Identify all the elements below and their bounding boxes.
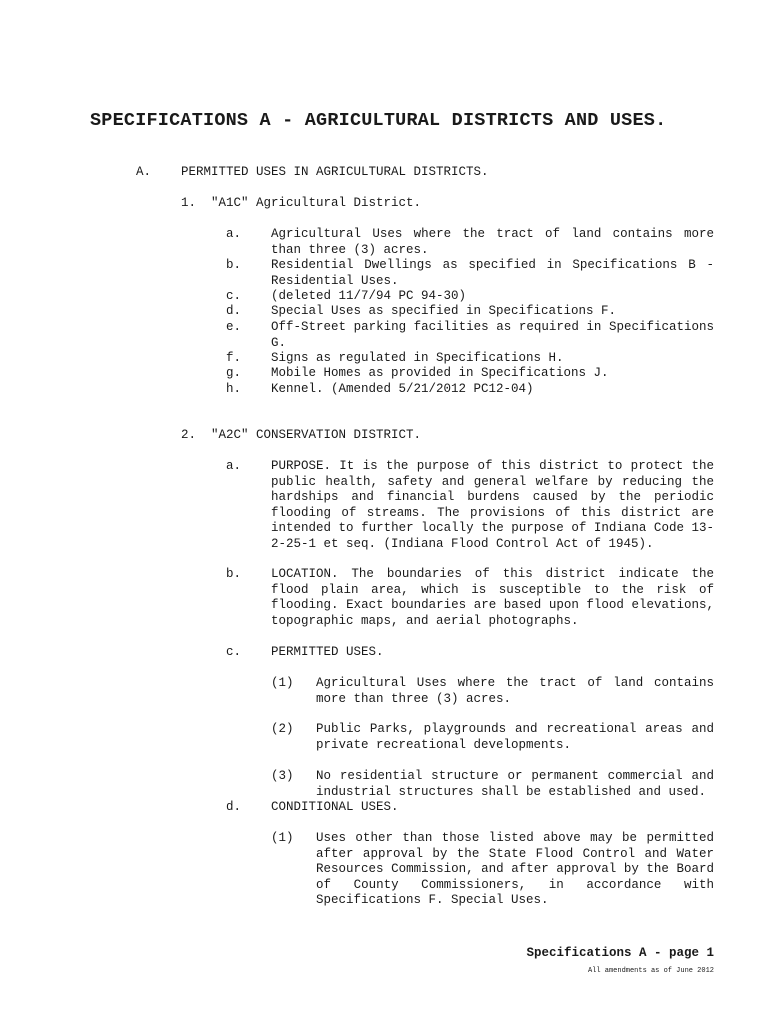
- list-item-text: Mobile Homes as provided in Specifications J.: [271, 366, 609, 380]
- section-heading: CONDITIONAL USES.: [271, 800, 399, 814]
- list-item-text: Uses other than those listed above may be permitted after approval by the State Flood Control and Water Resources Commission, and after approval by the Board of County Commissioners, in accordance with Specifications F. Special Uses.: [316, 831, 714, 907]
- list-item-marker: b.: [226, 567, 242, 581]
- list-item-marker: d.: [226, 304, 242, 318]
- list-item-text: Kennel. (Amended 5/21/2012 PC12-04): [271, 382, 534, 396]
- list-item-marker: b.: [226, 258, 242, 272]
- list-item-text: Public Parks, playgrounds and recreational areas and private recreational developments.: [316, 722, 714, 752]
- list-item-text: Residential Dwellings as specified in Specifications B - Residential Uses.: [271, 258, 714, 288]
- list-item-text: Agricultural Uses where the tract of land contains more than three (3) acres.: [316, 676, 714, 706]
- list-item-marker: c.: [226, 289, 242, 303]
- item-2-heading: "A2C" CONSERVATION DISTRICT.: [211, 428, 422, 442]
- list-item-text: Special Uses as specified in Specifications F.: [271, 304, 617, 318]
- list-item-text: Signs as regulated in Specifications H.: [271, 351, 564, 365]
- list-item-marker: d.: [226, 800, 242, 814]
- list-item-marker: a.: [226, 227, 242, 241]
- item-2-marker: 2.: [181, 428, 197, 442]
- list-item-text: Off-Street parking facilities as required in Specifications G.: [271, 320, 714, 350]
- section-heading: PERMITTED USES.: [271, 645, 384, 659]
- list-item-marker: f.: [226, 351, 242, 365]
- list-item-marker: c.: [226, 645, 242, 659]
- list-item-text: Agricultural Uses where the tract of land contains more than three (3) acres.: [271, 227, 714, 257]
- list-item-marker: h.: [226, 382, 242, 396]
- list-item-marker: (3): [271, 769, 294, 783]
- list-item-marker: (2): [271, 722, 294, 736]
- list-item-marker: a.: [226, 459, 242, 473]
- list-item-text: No residential structure or permanent commercial and industrial structures shall be established and used.: [316, 769, 714, 799]
- list-item-text: LOCATION. The boundaries of this district indicate the flood plain area, which is susceptible to the risk of flooding. Exact boundaries are based upon flood elevations, topographic maps, and aerial photographs.: [271, 567, 714, 628]
- amendments-note: All amendments as of June 2012: [587, 967, 714, 975]
- item-1-heading: "A1C" Agricultural District.: [211, 196, 422, 210]
- page-title: SPECIFICATIONS A - AGRICULTURAL DISTRICTS AND USES.: [90, 110, 667, 131]
- section-a-heading: PERMITTED USES IN AGRICULTURAL DISTRICTS.: [181, 165, 489, 179]
- section-a-marker: A.: [136, 165, 152, 179]
- item-1-marker: 1.: [181, 196, 197, 210]
- list-item-marker: (1): [271, 831, 294, 845]
- list-item-text: PURPOSE. It is the purpose of this district to protect the public health, safety and general welfare by reducing the hardships and financial burdens caused by the periodic flooding of streams. The provisions of this district are intended to further locally the purpose of Indiana Code 13-2-25-1 et seq. (Indiana Flood Control Act of 1945).: [271, 459, 714, 551]
- list-item-text: (deleted 11/7/94 PC 94-30): [271, 289, 467, 303]
- page-footer-label: Specifications A - page 1: [526, 946, 714, 960]
- list-item-marker: (1): [271, 676, 294, 690]
- list-item-marker: e.: [226, 320, 242, 334]
- list-item-marker: g.: [226, 366, 242, 380]
